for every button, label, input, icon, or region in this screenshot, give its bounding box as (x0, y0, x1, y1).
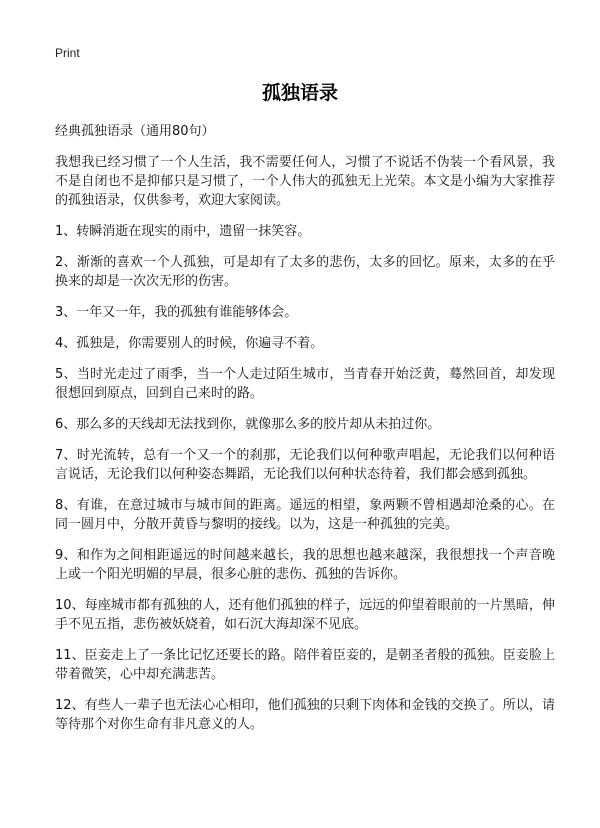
quote-item-8: 8、有谁，在意过城市与城市间的距离。遥远的相望，象两颗不曾相遇却沧桑的心。在同一圆月中，分散开黄昏与黎明的接线。以为，这是一种孤独的完美。 (55, 498, 555, 532)
quote-item-1: 1、转瞬消逝在现实的雨中，遗留一抹笑容。 (55, 224, 311, 239)
quote-item-7: 7、时光流转，总有一个又一个的刹那，无论我们以何种歌声唱起，无论我们以何种语言说话，无论我们以何种姿态舞蹈，无论我们以何种状态待着，我们都会感到孤独。 (55, 448, 555, 482)
page-title: 孤独语录 (261, 82, 338, 104)
print-link[interactable]: Print (55, 46, 80, 60)
quote-item-4: 4、孤独是，你需要别人的时候，你遍寻不着。 (55, 336, 324, 351)
quote-item-12: 12、有些人一辈子也无法心心相印，他们孤独的只剩下肉体和金钱的交换了。所以，请等待那个对你生命有非凡意义的人。 (55, 698, 555, 732)
quote-item-5: 5、当时光走过了雨季，当一个人走过陌生城市，当青春开始泛黄，蓦然回首，却发现很想回到原点，回到自己来时的路。 (55, 367, 555, 401)
article-body (55, 122, 555, 746)
quote-item-6: 6、那么多的天线却无法找到你，就像那么多的胶片却从未拍过你。 (55, 417, 441, 432)
article-subtitle: 经典孤独语录（通用80句） (55, 124, 215, 139)
quote-item-11: 11、臣妾走上了一条比记忆还要长的路。陪伴着臣妾的，是朝圣者般的孤独。臣妾脸上带着微笑，心中却充满悲苦。 (55, 648, 555, 682)
quote-item-9: 9、和作为之间相距遥远的时间越来越长，我的思想也越来越深，我很想找一个声音晚上或一个阳光明媚的早晨，很多心脏的悲伤、孤独的告诉你。 (55, 548, 555, 582)
quote-item-3: 3、一年又一年，我的孤独有谁能够体会。 (55, 305, 298, 320)
quote-item-2: 2、渐渐的喜欢一个人孤独，可是却有了太多的悲伤，太多的回忆。原来，太多的在乎换来的却是一次次无形的伤害。 (55, 255, 555, 289)
quote-item-10: 10、每座城市都有孤独的人，还有他们孤独的样子，远远的仰望着眼前的一片黑暗，伸手不见五指，悲伤被妖娆着，如石沉大海却深不见底。 (55, 598, 555, 632)
intro-paragraph: 我想我已经习惯了一个人生活，我不需要任何人，习惯了不说话不伪装一个看风景，我不是自闭也不是抑郁只是习惯了，一个人伟大的孤独无上光荣。本文是小编为大家推荐的孤独语录，仅供参考，欢迎大家阅读。 (55, 155, 555, 208)
